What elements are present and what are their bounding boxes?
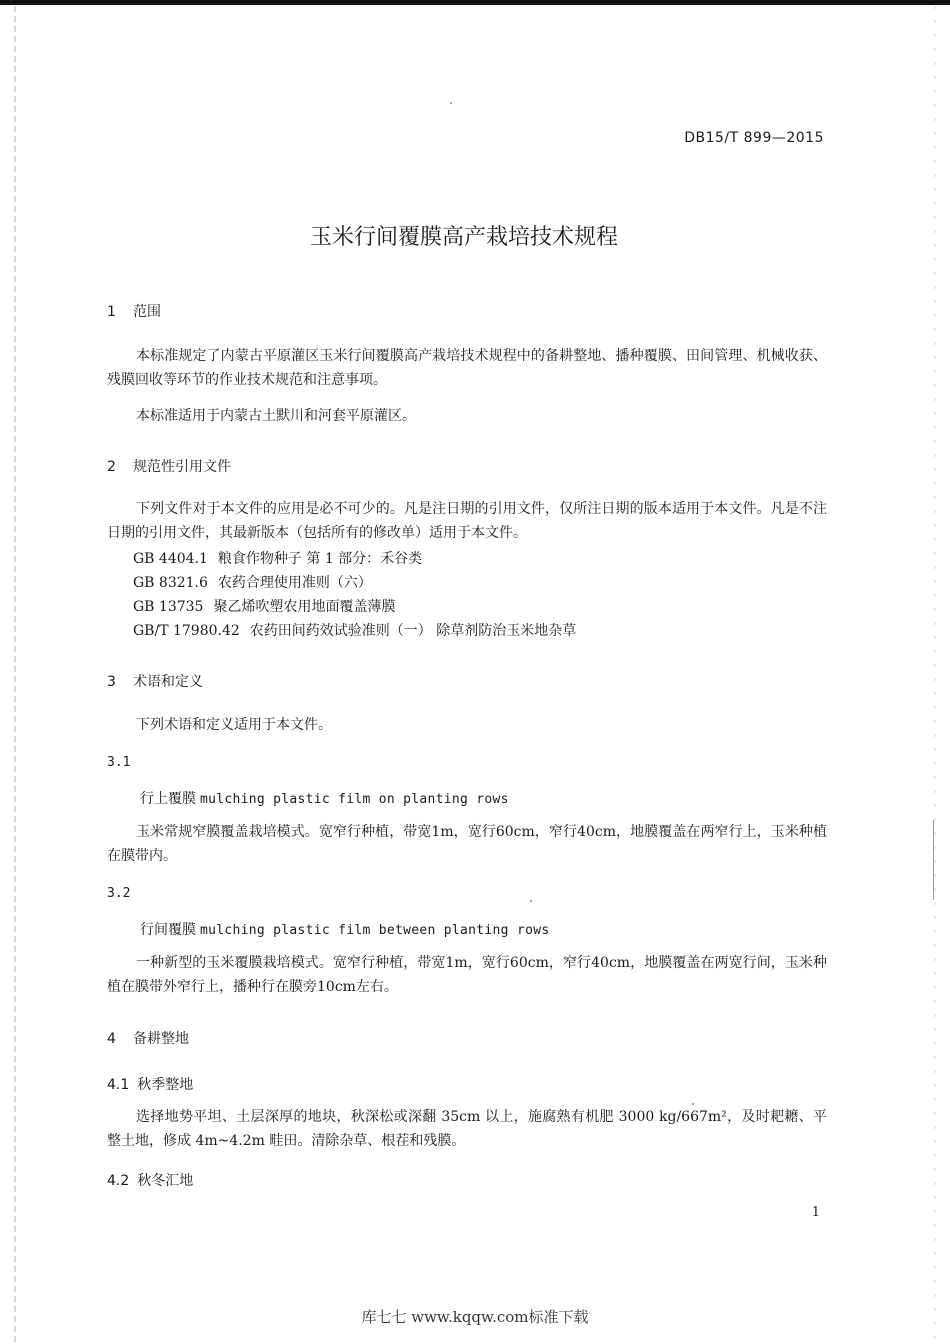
section-3-heading — [107, 671, 203, 691]
term-3-2-number: 3.2 — [107, 886, 131, 901]
section-3-paragraph-1: 下列术语和定义适用于本文件。 — [136, 717, 332, 733]
footer-watermark: 库七七 www.kqqw.com标准下载 — [361, 1308, 589, 1326]
section-number: 4 — [107, 1031, 116, 1047]
section-title: 术语和定义 — [133, 674, 203, 690]
section-1-paragraph-1: 本标准规定了内蒙古平原灌区玉米行间覆膜高产栽培技术规程中的备耕整地、播种覆膜、田间管理、机械收获、残膜回收等环节的作业技术规范和注意事项。 — [107, 348, 827, 388]
scan-edge-top — [0, 0, 950, 5]
section-number: 1 — [107, 304, 116, 320]
normative-reference — [133, 548, 422, 568]
section-title: 规范性引用文件 — [133, 459, 231, 475]
section-2-heading — [107, 456, 231, 476]
subsection-number: 4.2 — [107, 1173, 130, 1189]
subsection-number: 4.1 — [107, 1077, 130, 1093]
section-4-heading — [107, 1028, 189, 1048]
section-number: 3 — [107, 674, 116, 690]
subsection-title: 秋季整地 — [137, 1077, 194, 1093]
term-english: mulching plastic film between planting rows — [200, 923, 550, 938]
reference-code: GB 4404.1 — [133, 551, 208, 567]
reference-title: 农药田间药效试验准则（一） 除草剂防治玉米地杂草 — [249, 623, 577, 639]
reference-code: GB 8321.6 — [133, 575, 208, 591]
term-3-1 — [140, 788, 509, 808]
subsection-title: 秋冬汇地 — [137, 1173, 194, 1189]
term-3-1-number: 3.1 — [107, 755, 131, 770]
reference-code: GB 13735 — [133, 599, 204, 615]
section-number: 2 — [107, 459, 116, 475]
section-2-paragraph-1: 下列文件对于本文件的应用是必不可少的。凡是注日期的引用文件，仅所注日期的版本适用于本文件。凡是不注日期的引用文件，其最新版本（包括所有的修改单）适用于本文件。 — [107, 501, 827, 541]
scan-mark-right — [933, 820, 934, 900]
term-3-2 — [140, 919, 549, 939]
scan-speck — [530, 900, 532, 902]
term-english: mulching plastic film on planting rows — [200, 792, 509, 807]
document-title: 玉米行间覆膜高产栽培技术规程 — [309, 225, 618, 250]
term-chinese: 行上覆膜 — [140, 791, 196, 807]
reference-code: GB/T 17980.42 — [133, 623, 240, 639]
normative-reference — [133, 572, 372, 592]
section-1-paragraph-2: 本标准适用于内蒙古土默川和河套平原灌区。 — [136, 408, 416, 424]
scan-speck — [450, 102, 452, 104]
reference-title: 聚乙烯吹塑农用地面覆盖薄膜 — [213, 599, 396, 615]
subsection-4-2-heading — [107, 1170, 193, 1190]
term-chinese: 行间覆膜 — [140, 922, 196, 938]
subsection-4-1-heading — [107, 1074, 193, 1094]
term-3-1-definition: 玉米常规窄膜覆盖栽培模式。宽窄行种植，带宽1m，宽行60cm，窄行40cm，地膜覆盖在两窄行上，玉米种植在膜带内。 — [107, 824, 827, 864]
normative-reference — [133, 596, 395, 616]
standard-code: DB15/T 899—2015 — [684, 130, 824, 146]
subsection-4-1-paragraph: 选择地势平坦、土层深厚的地块，秋深松或深翻 35cm 以上，施腐熟有机肥 3000 kg/667m²，及时耙耱、平整土地，修成 4m~4.2m 畦田。清除杂草、根茬和残膜。 — [107, 1109, 827, 1149]
term-3-2-definition: 一种新型的玉米覆膜栽培模式。宽窄行种植，带宽1m，宽行60cm，窄行40cm，地膜覆盖在两宽行间，玉米种植在膜带外窄行上，播种行在膜旁10cm左右。 — [107, 955, 827, 995]
page-number: 1 — [811, 1205, 820, 1220]
section-title: 备耕整地 — [133, 1031, 189, 1047]
section-1-heading — [107, 301, 161, 321]
scan-edge-right — [934, 6, 936, 1344]
reference-title: 粮食作物种子 第 1 部分：禾谷类 — [217, 551, 423, 567]
scan-edge-left — [14, 6, 16, 1344]
section-title: 范围 — [133, 304, 161, 320]
normative-reference — [133, 620, 576, 640]
reference-title: 农药合理使用准则（六） — [217, 575, 372, 591]
